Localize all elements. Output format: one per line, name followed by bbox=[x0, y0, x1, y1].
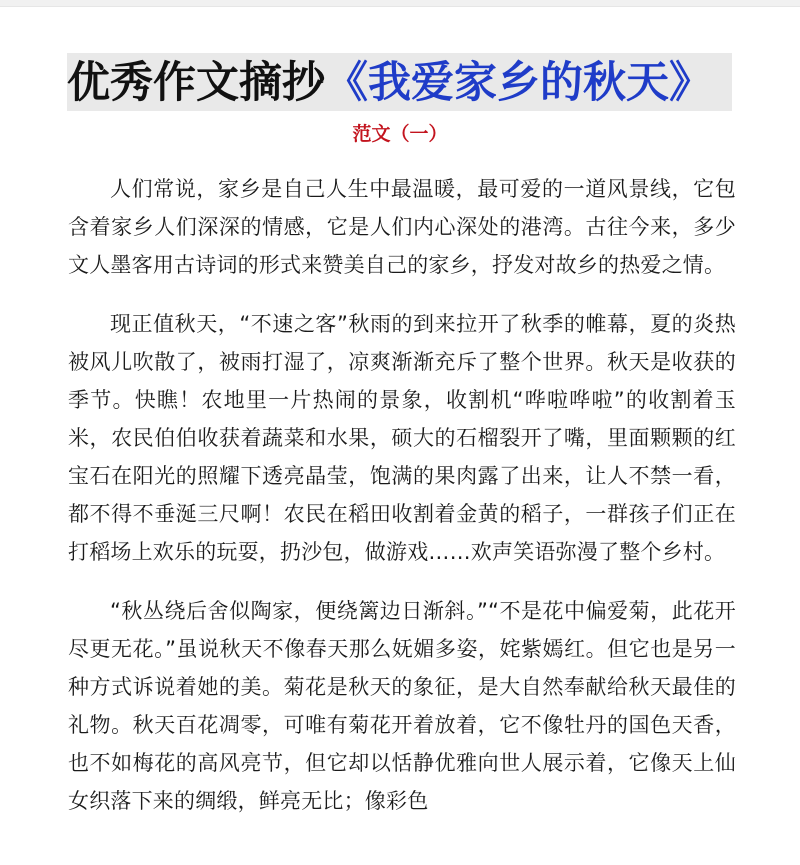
page-title bbox=[67, 54, 747, 112]
title-book-name: 《我爱家乡的秋天》 bbox=[325, 58, 712, 108]
paragraph-2: 现正值秋天，“不速之客”秋雨的到来拉开了秋季的帷幕，夏的炎热被风儿吹散了，被雨打湿了，凉爽渐渐充斥了整个世界。秋天是收获的季节。快瞧！农地里一片热闹的景象，收割机“哗啦哗啦”的收割着玉米，农民伯伯收获着蔬菜和水果，硕大的石榴裂开了嘴，里面颗颗的红宝石在阳光的照耀下透亮晶莹，饱满的果肉露了出来，让人不禁一看，都不得不垂涎三尺啊！农民在稻田收割着金黄的稻子，一群孩子们正在打稻场上欢乐的玩耍，扔沙包，做游戏……欢声笑语弥漫了整个乡村。 bbox=[68, 312, 736, 564]
paragraph-1: 人们常说，家乡是自己人生中最温暖，最可爱的一道风景线，它包含着家乡人们深深的情感，它是人们内心深处的港湾。古往今来，多少文人墨客用古诗词的形式来赞美自己的家乡，抒发对故乡的热爱之情。 bbox=[68, 177, 736, 277]
article-body bbox=[68, 170, 736, 841]
paragraph-3: “秋丛绕后舍似陶家，便绕篱边日渐斜。”“不是花中偏爱菊，此花开尽更无花。”虽说秋天不像春天那么妩媚多姿，姹紫嫣红。但它也是另一种方式诉说着她的美。菊花是秋天的象征，是大自然奉献给秋天最佳的礼物。秋天百花凋零，可唯有菊花开着放着，它不像牡丹的国色天香，也不如梅花的高风亮节，但它却以恬静优雅向世人展示着，它像天上仙女织落下来的绸缎，鲜亮无比；像彩色 bbox=[68, 599, 736, 813]
top-divider bbox=[0, 0, 800, 7]
subtitle: 范文（一） bbox=[352, 123, 448, 145]
title-main: 优秀作文摘抄 bbox=[67, 58, 325, 108]
